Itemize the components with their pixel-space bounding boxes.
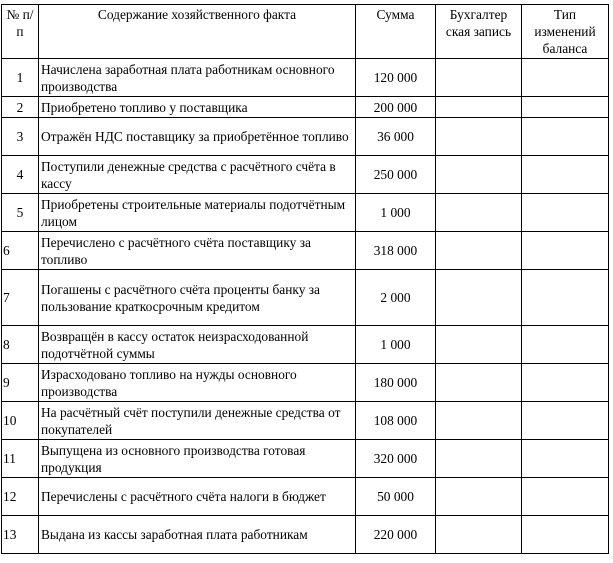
- row-entry-cell: [436, 402, 522, 440]
- row-num: 6: [2, 232, 39, 270]
- row-balance-cell: [522, 478, 609, 516]
- row-entry-cell: [436, 194, 522, 232]
- row-content: Перечислены с расчётного счёта налоги в бюджет: [39, 478, 356, 516]
- table-row: [2, 364, 609, 402]
- row-sum: 220 000: [356, 516, 436, 554]
- row-num: 5: [2, 194, 39, 232]
- row-entry-cell: [436, 478, 522, 516]
- row-entry-cell: [436, 440, 522, 478]
- row-balance-cell: [522, 270, 609, 326]
- row-num: 11: [2, 440, 39, 478]
- row-balance-cell: [522, 364, 609, 402]
- row-sum: 320 000: [356, 440, 436, 478]
- row-entry-cell: [436, 232, 522, 270]
- row-balance-cell: [522, 97, 609, 118]
- header-balance-change-type: Тип изменений баланса: [522, 5, 609, 59]
- row-num: 9: [2, 364, 39, 402]
- row-balance-cell: [522, 194, 609, 232]
- table-row: [2, 402, 609, 440]
- header-sum: Сумма: [356, 5, 436, 59]
- row-entry-cell: [436, 516, 522, 554]
- row-content: Начислена заработная плата работникам основного производства: [39, 59, 356, 97]
- row-num: 2: [2, 97, 39, 118]
- row-num: 8: [2, 326, 39, 364]
- row-content: Приобретены строительные материалы подотчётным лицом: [39, 194, 356, 232]
- row-num: 1: [2, 59, 39, 97]
- header-num: № п/п: [2, 5, 39, 59]
- table-row: [2, 270, 609, 326]
- row-balance-cell: [522, 326, 609, 364]
- row-sum: 200 000: [356, 97, 436, 118]
- table-row: [2, 516, 609, 554]
- row-balance-cell: [522, 440, 609, 478]
- row-content: Погашены с расчётного счёта проценты банку за пользование краткосрочным кредитом: [39, 270, 356, 326]
- row-balance-cell: [522, 516, 609, 554]
- row-sum: 318 000: [356, 232, 436, 270]
- row-content: Возвращён в кассу остаток неизрасходованной подотчётной суммы: [39, 326, 356, 364]
- header-accounting-entry: Бухгалтер ская запись: [436, 5, 522, 59]
- table-row: [2, 194, 609, 232]
- table-header-row: [2, 5, 609, 59]
- row-entry-cell: [436, 156, 522, 194]
- row-balance-cell: [522, 118, 609, 156]
- row-sum: 250 000: [356, 156, 436, 194]
- row-content: Перечислено с расчётного счёта поставщику за топливо: [39, 232, 356, 270]
- document: [1, 4, 609, 554]
- row-content: Отражён НДС поставщику за приобретённое топливо: [39, 118, 356, 156]
- row-sum: 2 000: [356, 270, 436, 326]
- row-content: Приобретено топливо у поставщика: [39, 97, 356, 118]
- table-row: [2, 478, 609, 516]
- table-row: [2, 326, 609, 364]
- row-content: Поступили денежные средства с расчётного счёта в кассу: [39, 156, 356, 194]
- row-entry-cell: [436, 59, 522, 97]
- row-sum: 120 000: [356, 59, 436, 97]
- table-row: [2, 59, 609, 97]
- row-num: 7: [2, 270, 39, 326]
- row-entry-cell: [436, 364, 522, 402]
- row-balance-cell: [522, 156, 609, 194]
- row-num: 3: [2, 118, 39, 156]
- business-facts-table: [1, 4, 609, 554]
- row-sum: 180 000: [356, 364, 436, 402]
- row-entry-cell: [436, 97, 522, 118]
- row-sum: 50 000: [356, 478, 436, 516]
- row-content: Выпущена из основного производства готовая продукция: [39, 440, 356, 478]
- row-balance-cell: [522, 59, 609, 97]
- row-sum: 1 000: [356, 326, 436, 364]
- row-sum: 108 000: [356, 402, 436, 440]
- row-entry-cell: [436, 270, 522, 326]
- header-content: Содержание хозяйственного факта: [39, 5, 356, 59]
- table-row: [2, 97, 609, 118]
- row-entry-cell: [436, 326, 522, 364]
- row-balance-cell: [522, 232, 609, 270]
- row-entry-cell: [436, 118, 522, 156]
- row-content: На расчётный счёт поступили денежные средства от покупателей: [39, 402, 356, 440]
- table-row: [2, 232, 609, 270]
- row-num: 4: [2, 156, 39, 194]
- table-row: [2, 156, 609, 194]
- row-sum: 36 000: [356, 118, 436, 156]
- row-num: 10: [2, 402, 39, 440]
- table-row: [2, 118, 609, 156]
- row-content: Выдана из кассы заработная плата работникам: [39, 516, 356, 554]
- row-balance-cell: [522, 402, 609, 440]
- row-num: 13: [2, 516, 39, 554]
- table-row: [2, 440, 609, 478]
- row-content: Израсходовано топливо на нужды основного производства: [39, 364, 356, 402]
- row-sum: 1 000: [356, 194, 436, 232]
- row-num: 12: [2, 478, 39, 516]
